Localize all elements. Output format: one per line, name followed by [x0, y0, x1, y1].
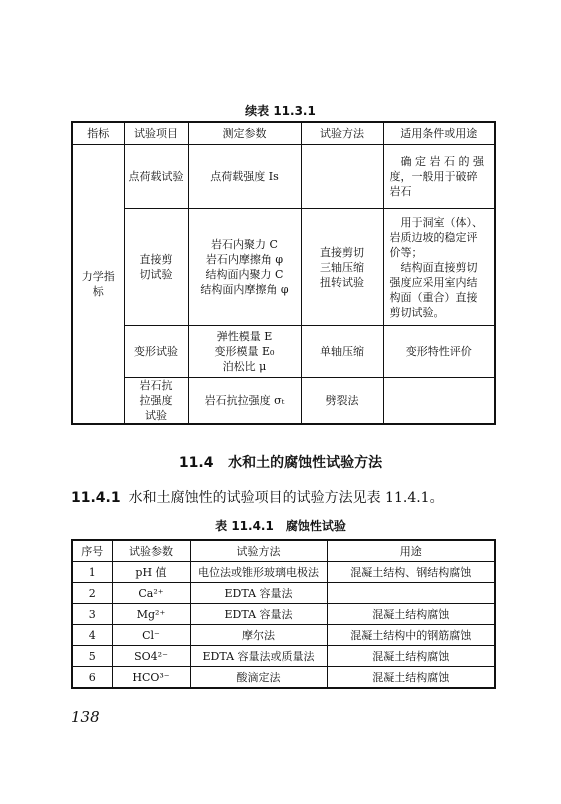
table2-row	[72, 583, 495, 604]
use-cell-line: 变形特性评价	[405, 345, 472, 358]
parameter-cell-line: 弹性模量 E	[216, 330, 273, 343]
row-number: 2	[72, 583, 112, 604]
header-use: 用途	[327, 540, 495, 562]
table1-caption: 续表 11.3.1	[245, 104, 316, 118]
table1-header-row	[72, 122, 495, 145]
use-cell: 混凝土结构中的钢筋腐蚀	[327, 625, 495, 646]
clause-number: 11.4.1	[71, 490, 121, 506]
use-cell: 混凝土结构、钢结构腐蚀	[327, 562, 495, 583]
table1-row	[72, 145, 495, 209]
use-cell-line: 用于洞室（体）、	[389, 215, 483, 229]
row-number: 5	[72, 646, 112, 667]
method-cell	[301, 145, 383, 209]
param-cell: SO4²⁻	[112, 646, 190, 667]
test-item-cell: 变形试验	[124, 326, 188, 378]
page-number: 138	[71, 708, 100, 726]
method-cell: EDTA 容量法	[190, 604, 327, 625]
table2-row	[72, 562, 495, 583]
parameter-cell-line: 泊松比 μ	[222, 360, 267, 373]
param-cell: HCO³⁻	[112, 667, 190, 689]
use-cell: 混凝土结构腐蚀	[327, 604, 495, 625]
method-cell	[301, 378, 383, 425]
header-use: 适用条件或用途	[383, 122, 495, 145]
param-cell: pH 值	[112, 562, 190, 583]
header-test-item: 试验项目	[124, 122, 188, 145]
param-cell: Mg²⁺	[112, 604, 190, 625]
param-cell: Cl⁻	[112, 625, 190, 646]
table2-caption: 表 11.4.1 腐蚀性试验	[215, 519, 346, 533]
use-cell	[383, 209, 495, 326]
table2-header-row	[72, 540, 495, 562]
test-item-cell: 直接剪切试验	[124, 209, 188, 326]
parameter-cell	[188, 209, 301, 326]
table2-row	[72, 625, 495, 646]
parameter-cell-line: 点荷载强度 Is	[210, 170, 279, 183]
header-param: 试验参数	[112, 540, 190, 562]
clause-paragraph	[71, 487, 511, 507]
parameter-cell	[188, 145, 301, 209]
section-title: 水和土的腐蚀性试验方法	[228, 455, 383, 471]
table1-row	[72, 378, 495, 425]
method-cell: EDTA 容量法或质量法	[190, 646, 327, 667]
header-indicator: 指标	[72, 122, 124, 145]
row-number: 3	[72, 604, 112, 625]
use-cell-line: 确 定 岩 石 的 强	[389, 155, 484, 168]
parameter-cell-line: 岩石抗拉强度 σₜ	[204, 394, 285, 407]
test-item-cell: 岩石抗拉强度试验	[124, 378, 188, 425]
corrosion-test-table	[71, 539, 496, 689]
parameter-cell-line: 结构面内聚力 C	[205, 268, 284, 281]
row-number: 1	[72, 562, 112, 583]
use-cell-line: 度，一般用于破碎	[389, 170, 478, 183]
use-cell-line: 岩石	[389, 185, 412, 198]
row-number: 6	[72, 667, 112, 689]
method-cell	[301, 326, 383, 378]
use-cell-line: 价等；	[389, 245, 423, 259]
method-cell-line: 直接剪切	[320, 245, 364, 259]
parameter-cell-line: 结构面内摩擦角 φ	[200, 283, 289, 296]
use-cell	[383, 145, 495, 209]
use-cell-line: 构面（重合）直接	[389, 290, 478, 304]
table1-row	[72, 326, 495, 378]
section-number: 11.4	[178, 455, 214, 471]
method-cell	[301, 209, 383, 326]
use-cell: 混凝土结构腐蚀	[327, 646, 495, 667]
header-parameter: 测定参数	[188, 122, 301, 145]
table2-row	[72, 667, 495, 689]
rock-test-table	[71, 121, 496, 425]
method-cell: 酸滴定法	[190, 667, 327, 689]
parameter-cell-line: 变形模量 E₀	[214, 345, 275, 358]
parameter-cell-line: 岩石内聚力 C	[211, 238, 278, 251]
method-cell-line: 劈裂法	[325, 394, 359, 407]
parameter-cell-line: 岩石内摩擦角 φ	[205, 253, 284, 266]
clause-text: 水和土腐蚀性的试验项目的试验方法见表 11.4.1。	[128, 490, 444, 506]
method-cell: 摩尔法	[190, 625, 327, 646]
group-label: 力学指标	[72, 145, 124, 425]
method-cell-line: 单轴压缩	[320, 345, 364, 358]
test-item-cell: 点荷载试验	[124, 145, 188, 209]
use-cell-line: 岩质边坡的稳定评	[389, 230, 478, 244]
use-cell	[327, 583, 495, 604]
use-cell	[383, 326, 495, 378]
method-cell: EDTA 容量法	[190, 583, 327, 604]
header-no: 序号	[72, 540, 112, 562]
section-heading	[0, 452, 561, 472]
method-cell: 电位法或锥形玻璃电极法	[190, 562, 327, 583]
param-cell: Ca²⁺	[112, 583, 190, 604]
method-cell-line: 扭转试验	[320, 275, 364, 289]
method-cell-line: 三轴压缩	[320, 260, 364, 274]
use-cell: 混凝土结构腐蚀	[327, 667, 495, 689]
header-method: 试验方法	[190, 540, 327, 562]
table2-row	[72, 604, 495, 625]
table1-row	[72, 209, 495, 326]
use-cell-line: 结构面直接剪切	[389, 260, 478, 274]
row-number: 4	[72, 625, 112, 646]
parameter-cell	[188, 326, 301, 378]
use-cell	[383, 378, 495, 425]
use-cell-line: 强度应采用室内结	[389, 275, 478, 289]
parameter-cell	[188, 378, 301, 425]
header-method: 试验方法	[301, 122, 383, 145]
use-cell-line: 剪切试验。	[389, 305, 445, 319]
table2-row	[72, 646, 495, 667]
